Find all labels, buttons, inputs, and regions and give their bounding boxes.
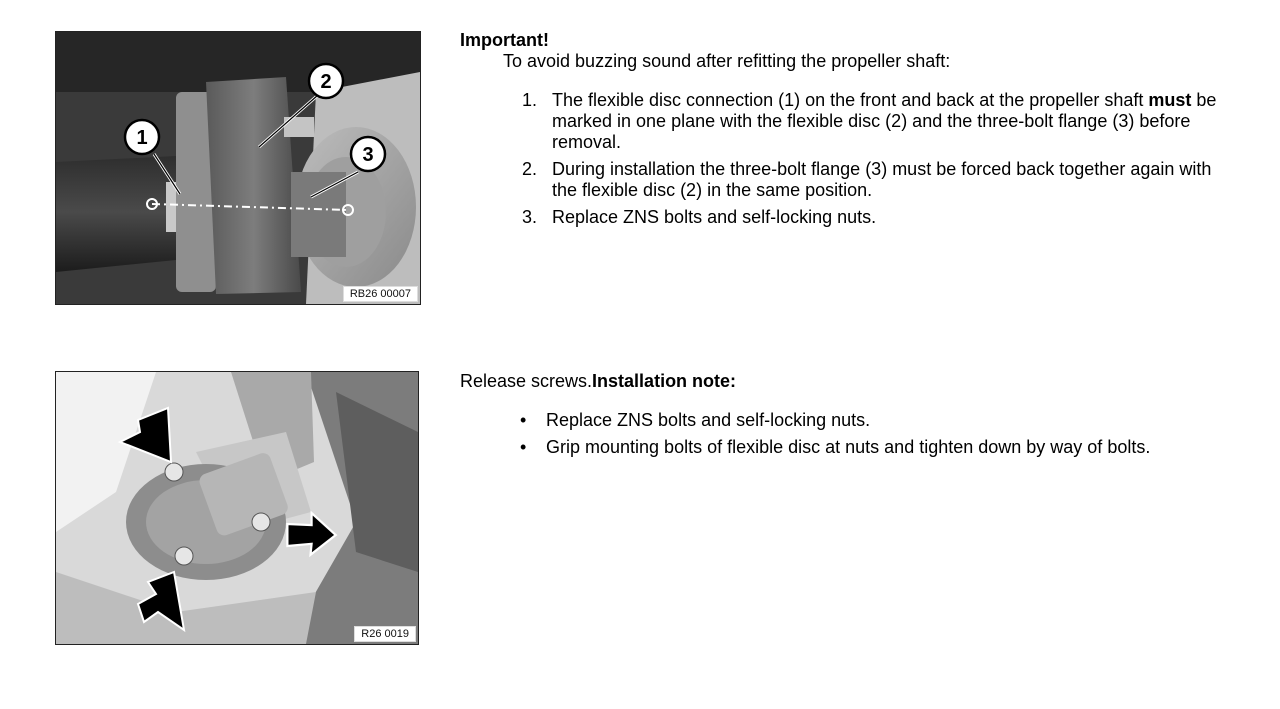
installation-notes-list xyxy=(460,410,1240,458)
step-item xyxy=(460,90,1240,153)
step-text: During installation the three-bolt flange (3) must be forced back together again with the flexible disc (2) in the same position. xyxy=(552,159,1212,200)
svg-text:1: 1 xyxy=(136,127,148,149)
step-emphasis: must xyxy=(1148,90,1192,110)
propeller-shaft-illustration xyxy=(56,32,420,304)
step-text-continued: be marked in one plane with the flexible disc (2) and the three-bolt flange (3) before removal. xyxy=(552,90,1217,152)
installation-note-heading: Installation note: xyxy=(592,371,737,391)
step-item xyxy=(460,207,1240,228)
svg-text:3: 3 xyxy=(362,144,374,166)
release-text: Release screws. xyxy=(460,371,593,391)
step-number: 3. xyxy=(522,207,538,227)
step-text: Replace ZNS bolts and self-locking nuts. xyxy=(552,207,877,227)
important-note-block xyxy=(460,30,1240,234)
flexible-disc-bolts-figure xyxy=(55,371,419,645)
important-intro: To avoid buzzing sound after refitting the propeller shaft: xyxy=(503,51,951,71)
marker-3 xyxy=(351,137,385,171)
flexible-disc-bolts-illustration xyxy=(56,372,418,644)
note-item: • Replace ZNS bolts and self-locking nuts. xyxy=(460,410,1240,431)
removal-steps-list xyxy=(460,90,1240,228)
marker-1 xyxy=(125,120,159,154)
important-heading: Important! xyxy=(460,30,549,50)
step-text: The flexible disc connection (1) on the front and back at the propeller shaft xyxy=(552,90,1149,110)
step-number: 2. xyxy=(522,159,538,179)
release-line xyxy=(460,371,1240,392)
svg-text:2: 2 xyxy=(320,71,332,93)
propeller-shaft-figure xyxy=(55,31,421,305)
figure-reference-label: RB26 00007 xyxy=(343,286,418,302)
installation-note-block xyxy=(460,371,1240,464)
step-item xyxy=(460,159,1240,201)
step-number: 1. xyxy=(522,90,538,110)
figure-reference-label: R26 0019 xyxy=(354,626,416,642)
note-item: • Grip mounting bolts of flexible disc at nuts and tighten down by way of bolts. xyxy=(460,437,1240,458)
marker-2 xyxy=(309,64,343,98)
